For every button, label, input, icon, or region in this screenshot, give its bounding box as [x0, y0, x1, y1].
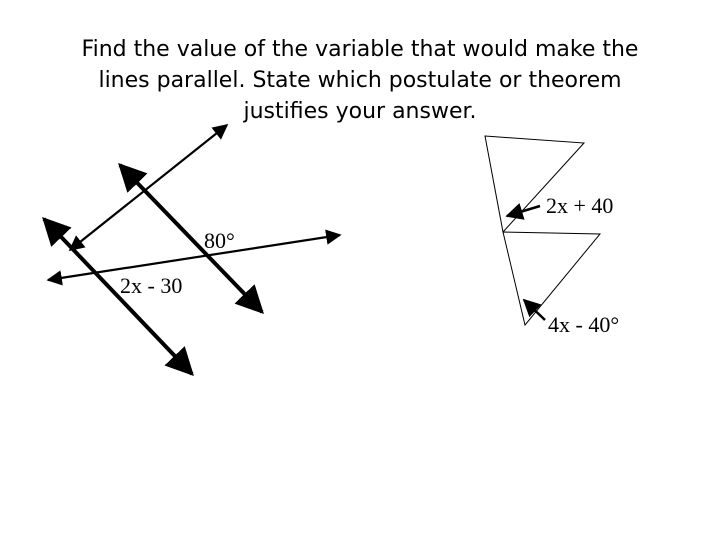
- prompt-line-3: justifies your answer.: [243, 99, 477, 124]
- angle-label-80: 80°: [204, 228, 235, 253]
- angle-label-4x-40: 4x - 40°: [548, 312, 620, 337]
- angle-label-2x-40: 2x + 40: [546, 193, 614, 218]
- triangles-figure: [485, 136, 619, 337]
- parallel-lines-figure: [44, 125, 340, 374]
- angle-label-2x-30: 2x - 30: [120, 273, 183, 298]
- pointer-arrow-top: [507, 206, 540, 216]
- pointer-arrow-bottom: [524, 300, 545, 320]
- prompt-line-1: Find the value of the variable that would make the: [81, 37, 639, 62]
- prompt-line-2: lines parallel. State which postulate or theorem: [98, 68, 622, 93]
